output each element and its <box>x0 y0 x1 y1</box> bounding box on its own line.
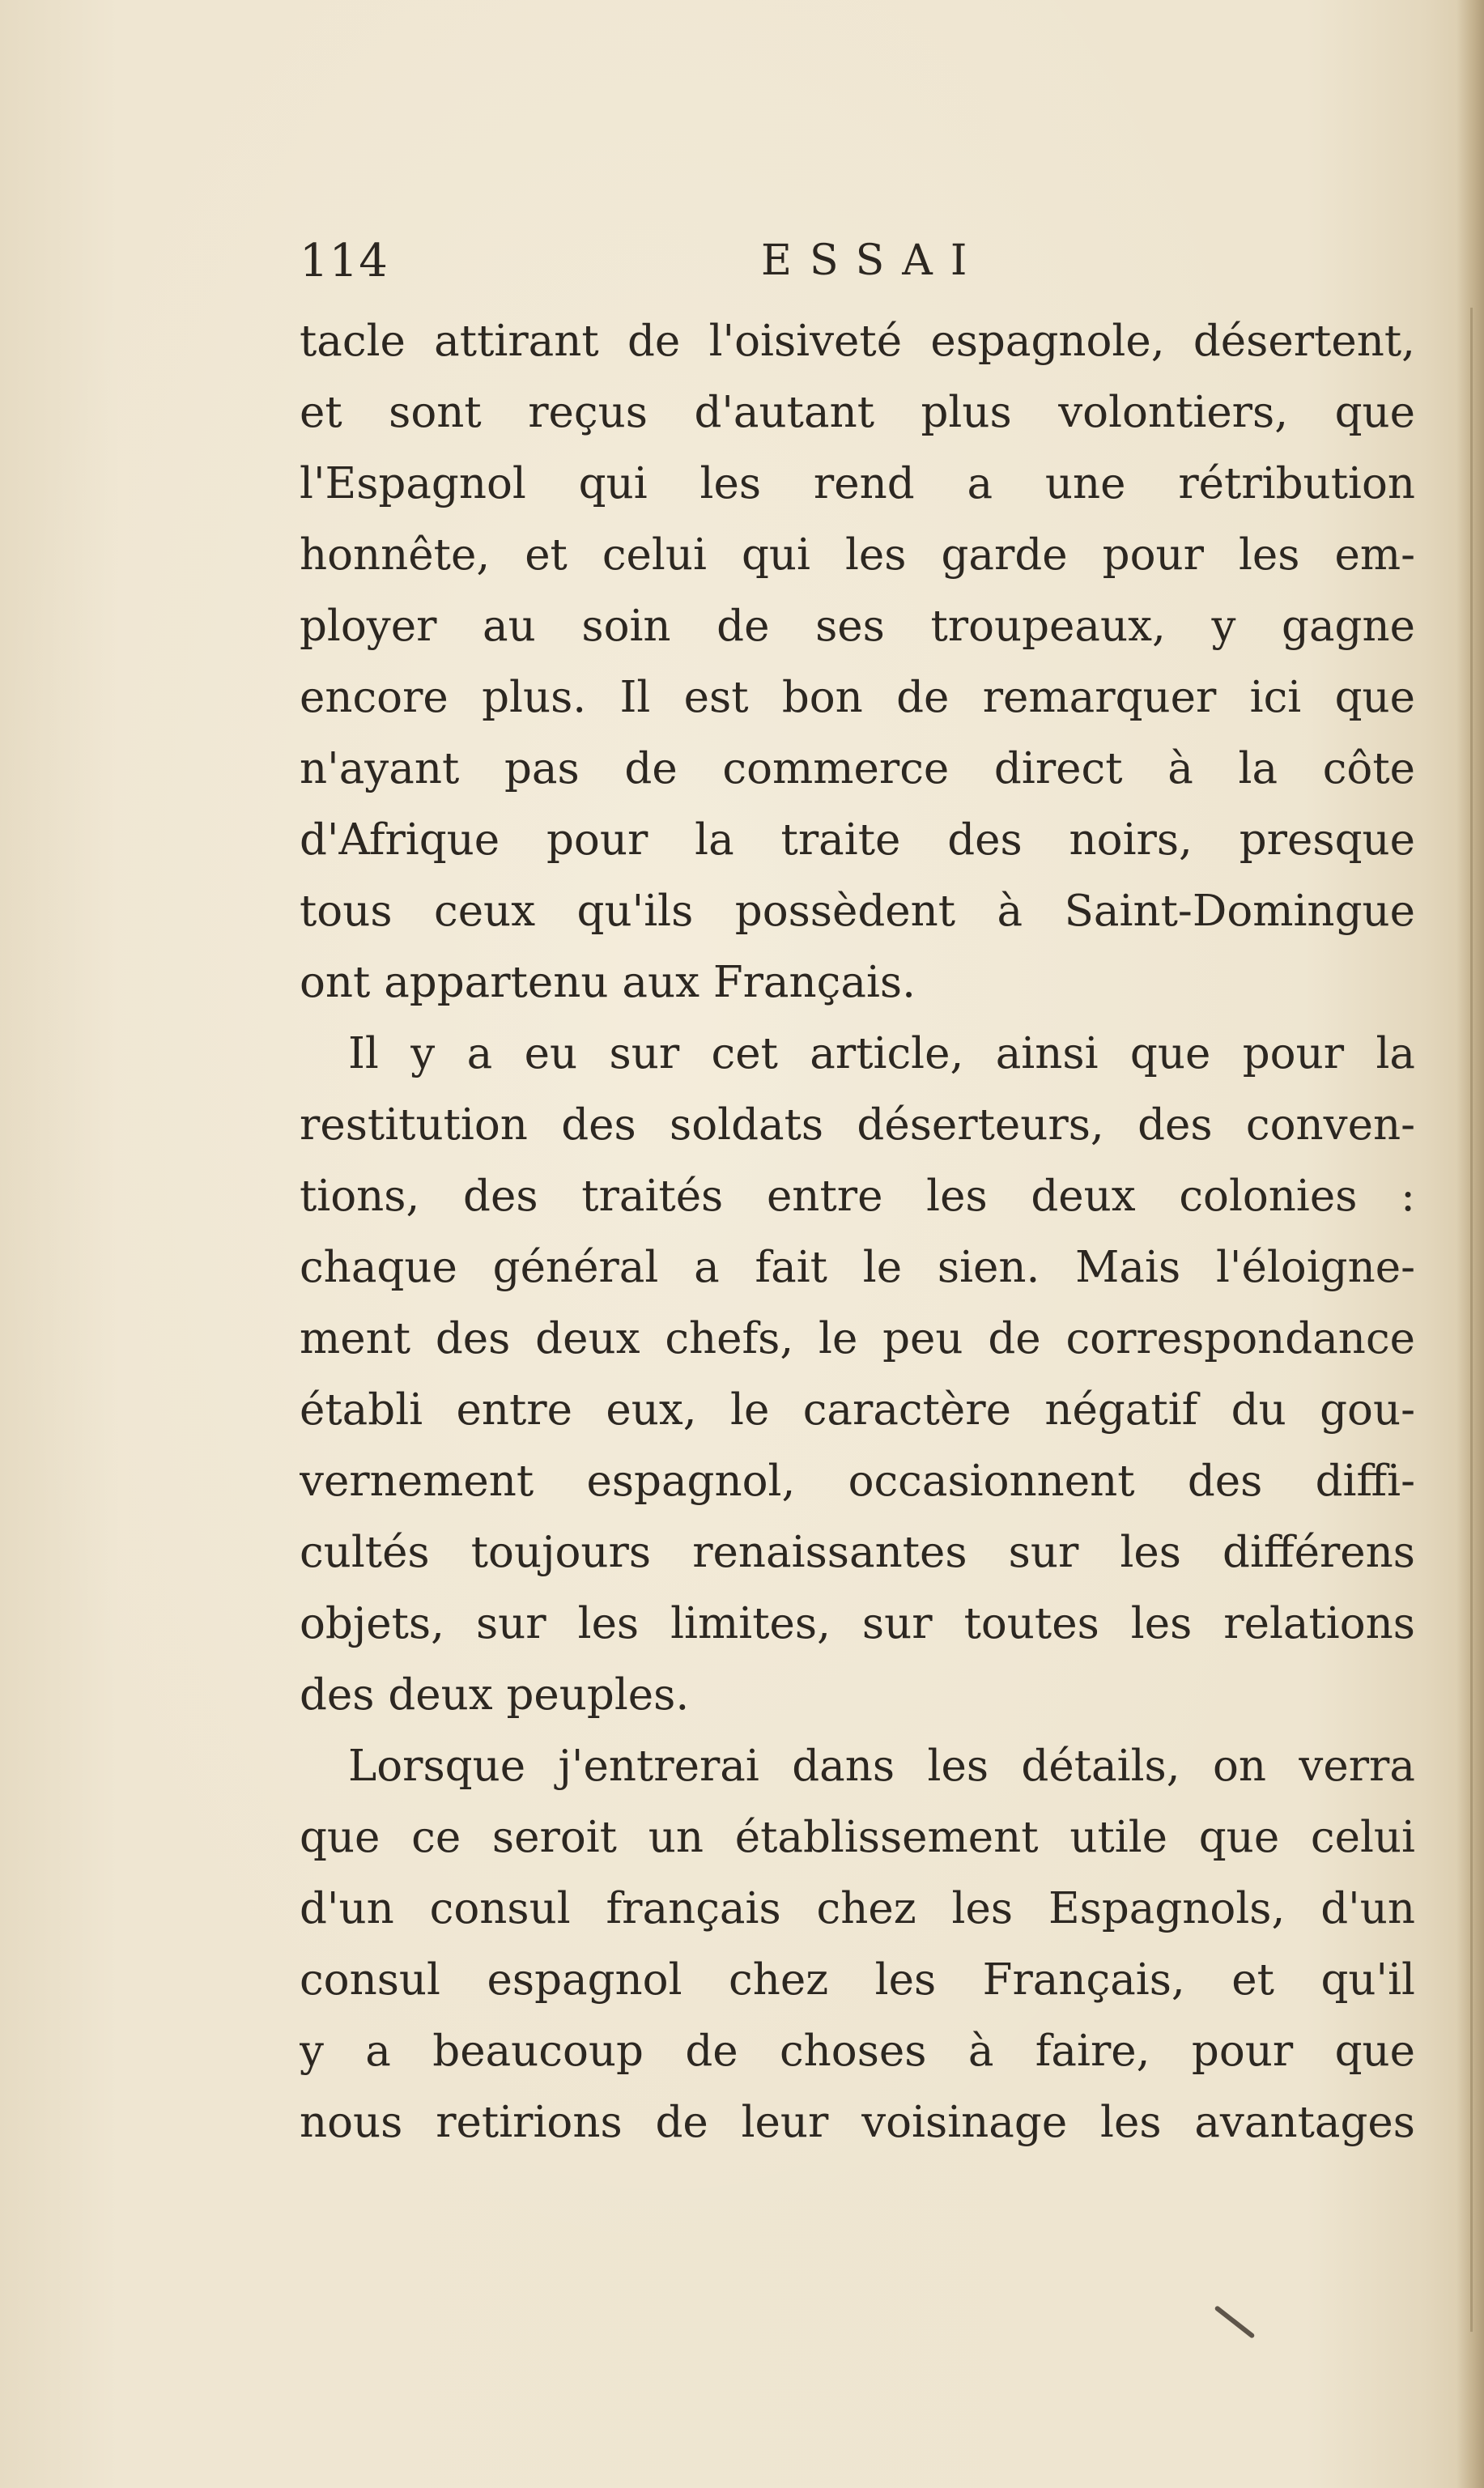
page-edge-line <box>1470 308 1473 2332</box>
text-line: et sont reçus d'autant plus volontiers, que <box>300 388 1415 437</box>
text-line: nous retirions de leur voisinage les avantages <box>300 2098 1415 2147</box>
ink-mark <box>1214 2305 1256 2339</box>
page-number: 114 <box>300 235 389 287</box>
text-line: restitution des soldats déserteurs, des conven- <box>300 1100 1415 1150</box>
text-line: d'un consul français chez les Espagnols, d'un <box>300 1884 1415 1933</box>
text-line: honnête, et celui qui les garde pour les em- <box>300 530 1415 580</box>
text-line: établi entre eux, le caractère négatif du gou- <box>300 1385 1415 1435</box>
text-line: chaque général a fait le sien. Mais l'éloigne- <box>300 1243 1415 1292</box>
text-line: d'Afrique pour la traite des noirs, presque <box>300 815 1415 865</box>
text-line: Il y a eu sur cet article, ainsi que pour la <box>348 1029 1415 1078</box>
text-line: des deux peuples. <box>300 1670 690 1720</box>
text-line: l'Espagnol qui les rend a une rétribution <box>300 459 1415 508</box>
text-line: encore plus. Il est bon de remarquer ici que <box>300 673 1415 722</box>
text-line: cultés toujours renaissantes sur les différens <box>300 1528 1415 1577</box>
body-text <box>300 306 1415 2158</box>
text-line: tous ceux qu'ils possèdent à Saint-Domingue <box>300 887 1415 936</box>
text-line: vernement espagnol, occasionnent des diffi- <box>300 1457 1415 1506</box>
page-header <box>300 235 1433 308</box>
text-line: objets, sur les limites, sur toutes les relations <box>300 1599 1415 1648</box>
text-line: ont appartenu aux Français. <box>300 958 916 1007</box>
text-line: tions, des traités entre les deux colonies : <box>300 1172 1415 1221</box>
text-line: que ce seroit un établissement utile que celui <box>300 1813 1415 1862</box>
text-line: tacle attirant de l'oisiveté espagnole, désertent, <box>300 317 1415 366</box>
text-line: ployer au soin de ses troupeaux, y gagne <box>300 602 1415 651</box>
text-line: n'ayant pas de commerce direct à la côte <box>300 744 1415 793</box>
text-line: consul espagnol chez les Français, et qu'il <box>300 1955 1415 2005</box>
running-head: ESSAI <box>761 236 985 285</box>
text-line: ment des deux chefs, le peu de correspondance <box>300 1314 1415 1363</box>
text-line: y a beaucoup de choses à faire, pour que <box>300 2027 1415 2076</box>
text-line: Lorsque j'entrerai dans les détails, on verra <box>348 1742 1415 1791</box>
